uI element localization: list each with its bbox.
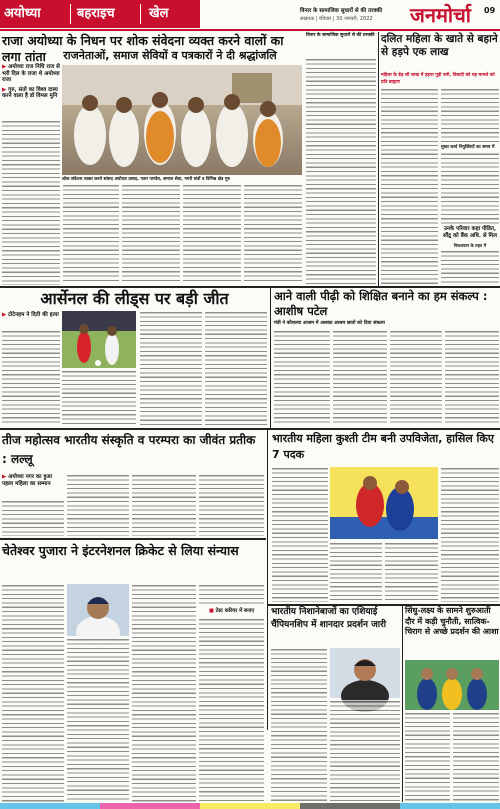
- masthead-dateline: लखनऊ | रविवार | 30 जनवरी, 2022: [300, 16, 373, 22]
- page-number: 09: [484, 6, 496, 15]
- mid-column-body: [306, 58, 376, 284]
- lead-bullet-2: ▶ गुरु, संतो का विश्व दास्य करने वाला है डॉ विमल मुनि: [2, 86, 58, 99]
- lead-body-col4: [183, 184, 241, 284]
- section-tab-ayodhya[interactable]: अयोध्या: [4, 6, 41, 21]
- arsenal-body-col2: [62, 370, 136, 426]
- future-body-col1: [274, 330, 330, 426]
- arsenal-photo: [62, 311, 136, 368]
- lead-headline: राजा अयोध्या के निधन पर शोक संवेदना व्यक्त करने वालों का लगा तांता: [2, 33, 284, 64]
- shooter-body-col1: [271, 648, 327, 802]
- future-subhead: मंत्री ने कौशल्या आश्रम में अशक्त आश्रम छात्रों को दिया संकल्प: [274, 321, 385, 326]
- arsenal-bullet: ▶ टोटेनहम ने दिती की हत्या: [2, 312, 59, 318]
- section-tab-sports[interactable]: खेल: [140, 4, 195, 24]
- football-match-image: [62, 311, 136, 368]
- kushti-rule: [267, 430, 268, 730]
- kushti-headline: भारतीय महिला कुश्ती टीम बनी उपविजेता, हासिल किए 7 पदक: [272, 432, 494, 461]
- pujara-test-box-text: टेस्ट करियर में बनाए: [215, 608, 255, 614]
- shooter-portrait-image: [330, 648, 400, 698]
- lead-body-col3: [122, 184, 180, 284]
- pujara-body-col2: [67, 638, 129, 802]
- future-body-col3: [390, 330, 442, 426]
- future-body-col2: [333, 330, 387, 426]
- lead-body-col2: [63, 184, 119, 284]
- mahotsav-body-col1: [2, 500, 64, 536]
- pujara-body-col4: [199, 584, 264, 604]
- kushti-body-col2: [330, 542, 382, 602]
- masthead-tagline: विनार के सामाजिक सुधारों से की तरक्की: [300, 8, 383, 14]
- mahotsav-bullet-text: अयोध्या नगर का हुआ पहला महिला का सम्मान: [2, 474, 52, 487]
- section-tab-bahraich[interactable]: बहराइच: [70, 4, 130, 24]
- lead-bullet-2-text: गुरु, संतो का विश्व दास्य करने वाला है डॉ विमल मुनि: [2, 86, 58, 99]
- right-box-title: मुख्य कार्य नियुक्तियों का समय में: [441, 144, 499, 152]
- lead-bullet-1-text: अयोध्या राज निधि राज से भरी दिल के राजा थे अयोध्या राजा: [2, 64, 60, 83]
- arsenal-body-col1: [2, 330, 60, 426]
- right-body-col3: [441, 250, 499, 284]
- lead-body-col5: [244, 184, 302, 284]
- mahotsav-body-col2: [67, 474, 129, 536]
- sindhu-rule: [402, 606, 403, 802]
- arsenal-body-col3: [140, 311, 202, 426]
- arsenal-headline: आर्सेनल की लीड्स पर बड़ी जीत: [40, 289, 229, 308]
- kushti-photo: [330, 467, 438, 539]
- right-box2-sub: निकलवान के तहत में: [441, 243, 499, 249]
- wrestling-bout-image: [330, 467, 438, 539]
- lead-bullet-1: ▶ अयोध्या राज निधि राज से भरी दिल के राजा थे अयोध्या राजा: [2, 64, 60, 83]
- sindhu-headline: सिंधु-लक्ष्य के सामने शुरुआती दौर में कड़ी चुनौती, सात्विक-चिराग से अच्छे प्रदर्शन की आशा: [405, 606, 499, 636]
- future-story-rule: [270, 288, 271, 428]
- masthead: [0, 0, 500, 31]
- right-body-col1: [381, 88, 438, 284]
- pujara-body-col5: [199, 618, 264, 802]
- arsenal-body-col4: [205, 311, 267, 426]
- lead-photo-caption: शोक संवेदना व्यक्त करते सांसद अयोध्या प्रसाद, पवन पाण्डेय, समाज सेवा, नगरी संतों व विभिन्न क्षेत्र गुरु: [62, 177, 230, 182]
- lead-photo: [62, 65, 302, 175]
- lead-body-col1: [2, 120, 60, 285]
- shooter-photo: [330, 648, 400, 698]
- mahotsav-headline: तीज महोत्सव भारतीय संस्कृति व परम्परा का जीवंत प्रतीक : लल्लू: [2, 433, 256, 466]
- mourning-gathering-image: [62, 65, 302, 175]
- future-body-col4: [445, 330, 499, 426]
- kushti-body-col4: [441, 467, 499, 602]
- shooter-body-col2: [330, 700, 400, 802]
- badminton-players-image: [405, 660, 499, 710]
- arsenal-bullet-text: टोटेनहम ने दिती की हत्या: [8, 312, 59, 318]
- cricketer-portrait-image: [67, 584, 129, 636]
- mid-column-headline: विनार के सामाजिक सुधारों से की तरक्की: [306, 33, 375, 38]
- color-registration-bar: [0, 803, 500, 809]
- mahotsav-body-col4: [199, 474, 264, 536]
- section-divider-3: [0, 538, 266, 540]
- pujara-photo: [67, 584, 129, 636]
- kushti-body-col1: [272, 467, 328, 602]
- right-box2-title: उनके परिवार कहा पीडित, सौंद्र्र को बैंक अधि. से मिल: [441, 226, 499, 242]
- sindhu-photo: [405, 660, 499, 710]
- mahotsav-bullet: ▶ अयोध्या नगर का हुआ पहला महिला का सम्मान: [2, 474, 52, 487]
- pujara-test-box: ■ टेस्ट करियर में बनाए: [208, 608, 255, 614]
- sindhu-body-col1: [405, 712, 450, 802]
- pujara-headline: चेतेश्वर पुजारा ने इंटरनेशनल क्रिकेट से लिया संन्यास: [2, 543, 239, 558]
- kushti-body-col3: [385, 542, 438, 602]
- right-column-rule: [378, 32, 379, 286]
- section-divider-2: [0, 428, 500, 430]
- right-subhead: महिला के डेढ़ सौ लाख में हड़पा गुड़ी बनी, विवादी को यह मामले को प्रति ब्राह्मण: [381, 73, 495, 85]
- right-headline: दलित महिला के खाते से बहाने से हड़पे एक लाख: [381, 33, 498, 58]
- shooter-headline: भारतीय निशानेबाजों का एशियाई चैंपियनशिप में शानदार प्रदर्शन जारी: [271, 607, 387, 630]
- mahotsav-body-col3: [132, 474, 196, 536]
- lead-subhead: राजनेताओं, समाज सेवियों व पत्रकारों ने दी श्रद्धांजलि: [63, 49, 277, 62]
- sindhu-body-col2: [453, 712, 499, 802]
- pujara-body-col1: [2, 584, 64, 802]
- lead-bullet-box: [2, 64, 60, 118]
- future-headline: आने वाली पीढ़ी को शिक्षित बनाने का हम संकल्प : आशीष पटेल: [274, 289, 488, 318]
- newspaper-brand: जनमोर्चा: [410, 3, 471, 27]
- right-body-col2: [441, 88, 499, 228]
- pujara-body-col3: [132, 584, 196, 802]
